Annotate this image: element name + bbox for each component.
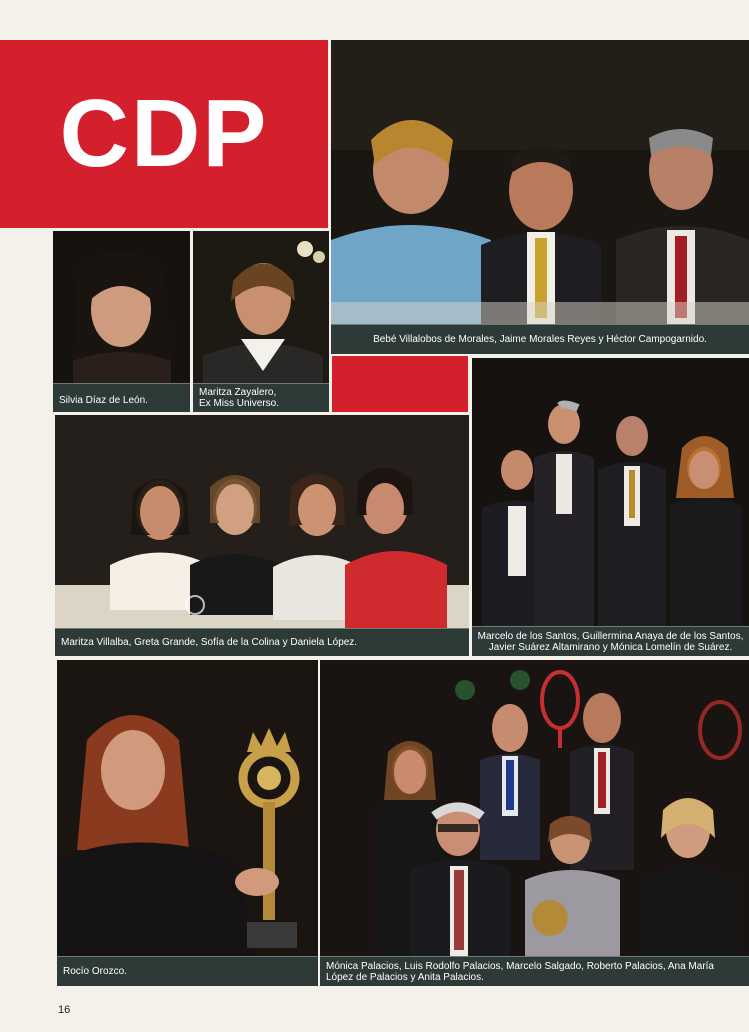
caption-morales-group — [331, 324, 749, 354]
section-logo-text: CDP — [59, 80, 269, 187]
caption-santos-group — [472, 626, 749, 656]
photo-rocio-orozco — [57, 660, 318, 956]
photo-santos-group-image — [472, 358, 749, 626]
photo-palacios-family-image — [320, 660, 749, 956]
photo-morales-group-image — [331, 40, 749, 324]
accent-red-block — [332, 356, 468, 412]
caption-santos-line2: Javier Suárez Altamirano y Mónica Lomelín de Suárez. — [488, 642, 733, 653]
photo-palacios-family — [320, 660, 749, 956]
caption-palacios-line2: López de Palacios y Anita Palacios. — [326, 972, 484, 983]
caption-four-girls-text: Maritza Villalba, Greta Grande, Sofía de la Colina y Daniela López. — [61, 637, 358, 648]
caption-palacios-line1: Mónica Palacios, Luis Rodolfo Palacios, Marcelo Salgado, Roberto Palacios, Ana María — [326, 961, 714, 972]
photo-maritza-zayalero — [193, 231, 329, 383]
photo-morales-group — [331, 40, 749, 324]
photo-rocio-orozco-image — [57, 660, 318, 956]
caption-silvia — [53, 383, 190, 412]
photo-santos-group — [472, 358, 749, 626]
photo-four-girls — [55, 415, 469, 628]
caption-four-girls — [55, 628, 469, 656]
caption-maritza-zayalero-line1: Maritza Zayalero, — [199, 387, 277, 398]
caption-silvia-text: Silvia Díaz de León. — [59, 395, 148, 406]
photo-silvia-image — [53, 231, 190, 383]
photo-silvia — [53, 231, 190, 383]
photo-maritza-zayalero-image — [193, 231, 329, 383]
caption-rocio-orozco-text: Rocío Orozco. — [63, 966, 127, 977]
caption-maritza-zayalero-line2: Ex Miss Universo. — [199, 398, 280, 409]
caption-maritza-zayalero — [193, 383, 329, 412]
caption-palacios-family — [320, 956, 749, 986]
caption-morales-group-text: Bebé Villalobos de Morales, Jaime Morales Reyes y Héctor Campogarnido. — [373, 334, 707, 345]
caption-santos-line1: Marcelo de los Santos, Guillermina Anaya de de los Santos, — [477, 631, 744, 642]
section-logo — [0, 40, 328, 228]
caption-rocio-orozco — [57, 956, 318, 986]
photo-four-girls-image — [55, 415, 469, 628]
page-number: 16 — [58, 1004, 71, 1016]
